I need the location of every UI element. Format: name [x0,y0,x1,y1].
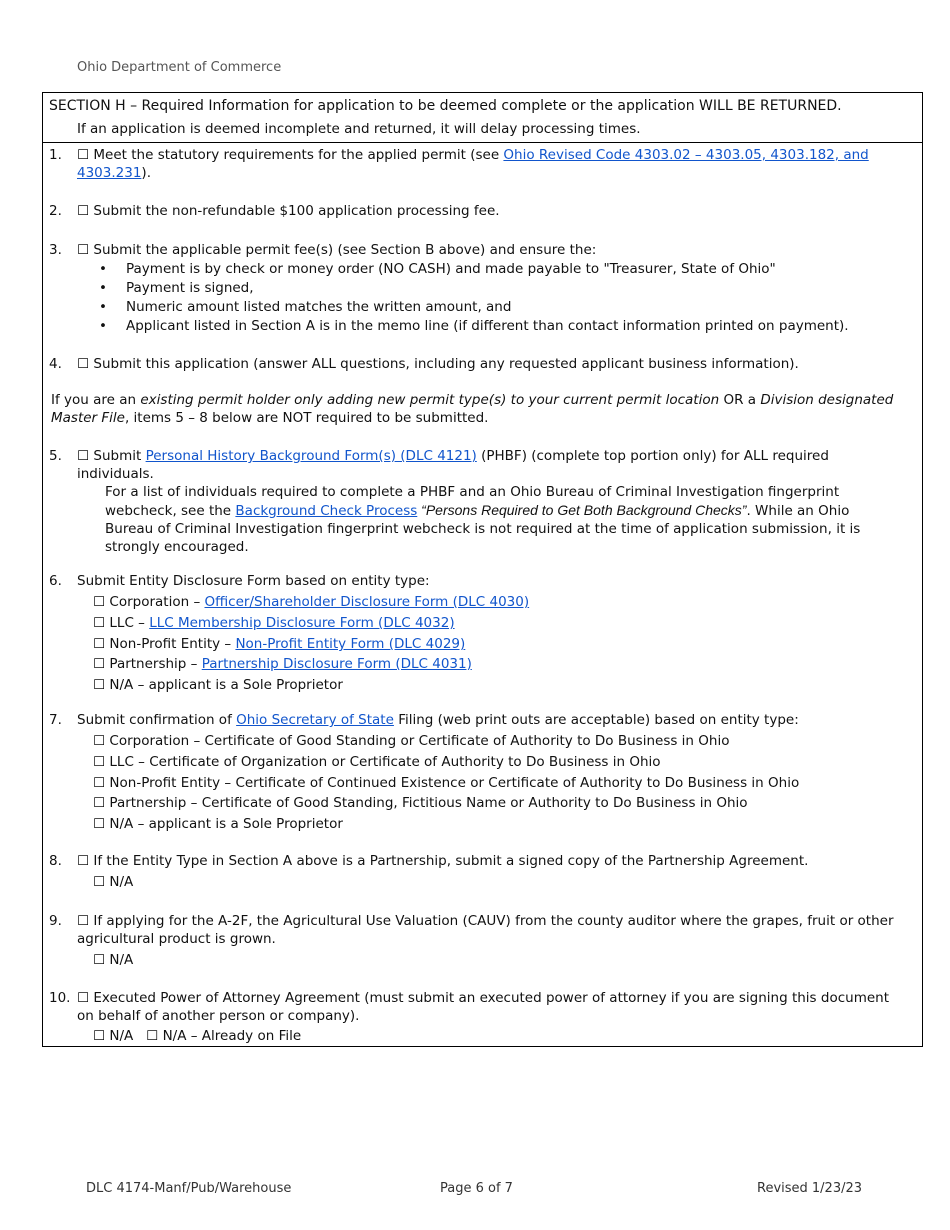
item-number: 2. [49,203,62,219]
section-subtitle: If an application is deemed incomplete and returned, it will delay processing times. [77,121,641,137]
item-number: 7. [49,712,62,728]
orc-link[interactable]: Ohio Revised Code 4303.02 – 4303.05, 4303.182, and [503,147,869,163]
disclosure-link-partnership[interactable]: Partnership Disclosure Form (DLC 4031) [201,656,472,672]
checkbox[interactable]: ☐ [93,615,106,631]
entity-option: ☐ Partnership – Partnership Disclosure Form (DLC 4031) [93,656,472,672]
item-number: 8. [49,853,62,869]
footer-revised-date: Revised 1/23/23 [757,1181,863,1196]
entity-option: ☐ N/A – applicant is a Sole Proprietor [93,816,343,832]
entity-option: ☐ LLC – Certificate of Organization or Certificate of Authority to Do Business in Ohio [93,754,661,770]
entity-option: ☐ Partnership – Certificate of Good Standing, Fictitious Name or Authority to Do Business in Ohio [93,795,748,811]
checkbox[interactable]: ☐ [93,754,106,770]
section-h-box: SECTION H – Required Information for application to be deemed complete or the application WILL BE RETURNED. If an application is deemed incomplete and returned, it will delay processing times. 1. ☐ Meet the statutory requirements for the applied permit (see Ohio Revised Code 4303.02 – 4303.05, 4303.182, and 4303.231). 2. ☐ Submit the non-refundable $100 application processing fee. 3. ☐ Submit the applicable permit fee(s) (see Section B above) and ensure the: • Payment is by check or money order (NO CASH) and made payable to "Treasurer, State of Ohio" • Payment is signed, • Numeric amount listed matches the written amount, and • Applicant listed in Section A is in the memo line (if different than contact information printed on payment). 4. ☐ Submit this application (answer ALL questions, including any requested applicant business information). If you are an existing permit holder only adding new permit type(s) to your current permit location OR a Division designated Master File, items 5 – 8 below are NOT required to be submitted. 5. ☐ Submit Personal History Background Form(s) (DLC 4121) (PHBF) (complete top portion only) for ALL required individuals. For a list of individuals required to complete a PHBF and an Ohio Bureau of Criminal Investigation fingerprint webcheck, see the Background Check Process “Persons Required to Get Both Background Checks”. While an Ohio Bureau of Criminal Investigation fingerprint webcheck is not required at the time of application submission, it is strongly encouraged. 6. Submit Entity Disclosure Form based on entity type: ☐ Corporation – Officer/Shareholder Disclosure Form (DLC 4030) ☐ LLC – LLC Membership Disclosure Form (DLC 4032) ☐ Non-Profit Entity – Non-Profit Entity Form (DLC 4029) ☐ Partnership – Partnership Disclosure Form (DLC 4031) ☐ N/A – applicant is a Sole Proprietor 7. Submit confirmation of Ohio Secretary of State Filing (web print outs are acceptable) based on entity type: ☐ Corporation – Certificate of Good Standing or Certificate of Authority to Do Business in Ohio ☐ LLC – Certificate of Organization or Certificate of Authority to Do Business in Ohio ☐ Non-Profit Entity – Certificate of Continued Existence or Certificate of Authority to Do Business in Ohio ☐ Partnership – Certificate of Good Standing, Fictitious Name or Authority to Do Business in Ohio ☐ N/A – applicant is a Sole Proprietor 8. ☐ If the Entity Type in Section A above is a Partnership, submit a signed copy of the Partnership Agreement. ☐ N/A 9. ☐ If applying for the A-2F, the Agricultural Use Valuation (CAUV) from the county auditor where the grapes, fruit or other agricultural product is grown. ☐ N/A 10. ☐ Executed Power of Attorney Agreement (must submit an executed power of attorney if you are signing this document on behalf of another person or company). ☐ N/A ☐ N/A – Already on File [42,92,923,1047]
checkbox[interactable]: ☐ [77,356,90,372]
checkbox[interactable]: ☐ [77,242,90,258]
checkbox[interactable]: ☐ [77,853,90,869]
item-number: 1. [49,147,62,163]
entity-option: ☐ Non-Profit Entity – Certificate of Continued Existence or Certificate of Authority to Do Business in Ohio [93,775,800,791]
background-check-link[interactable]: Background Check Process [235,503,418,519]
checkbox[interactable]: ☐ [93,874,106,890]
item-9: 9. ☐ If applying for the A-2F, the Agricultural Use Valuation (CAUV) from the county auditor where the grapes, fruit or other agricultural product is grown. ☐ N/A [49,913,894,968]
entity-option: ☐ Corporation – Officer/Shareholder Disclosure Form (DLC 4030) [93,594,530,610]
checkbox[interactable]: ☐ [93,795,106,811]
item-number: 6. [49,573,62,589]
checkbox[interactable]: ☐ [93,816,106,832]
checkbox[interactable]: ☐ [93,952,106,968]
checkbox[interactable]: ☐ [93,775,106,791]
section-header [43,93,922,143]
checkbox[interactable]: ☐ [93,594,106,610]
checkbox[interactable]: ☐ [77,203,90,219]
disclosure-link-llc[interactable]: LLC Membership Disclosure Form (DLC 4032) [149,615,455,631]
checkbox[interactable]: ☐ [77,913,90,929]
section-title: SECTION H – Required Information for application to be deemed complete or the application WILL BE RETURNED. [49,98,842,114]
phbf-link[interactable]: Personal History Background Form(s) (DLC 4121) [145,448,477,464]
checkbox[interactable]: ☐ [93,1028,106,1044]
agency-name: Ohio Department of Commerce [77,60,282,75]
item-number: 9. [49,913,62,929]
na-option: ☐ N/A ☐ N/A – Already on File [93,1028,302,1044]
entity-option: ☐ N/A – applicant is a Sole Proprietor [93,677,343,693]
entity-option: ☐ Corporation – Certificate of Good Standing or Certificate of Authority to Do Business in Ohio [93,733,730,749]
exemption-note: If you are an existing permit holder only adding new permit type(s) to your current permit location OR a Division designated Master File, items 5 – 8 below are NOT required to be submitted. [51,392,894,426]
checkbox[interactable]: ☐ [146,1028,159,1044]
checkbox[interactable]: ☐ [93,656,106,672]
item-6: 6. Submit Entity Disclosure Form based on entity type: ☐ Corporation – Officer/Shareholder Disclosure Form (DLC 4030) ☐ LLC – LLC Membership Disclosure Form (DLC 4032) ☐ Non-Profit Entity – Non-Profit Entity Form (DLC 4029) ☐ Partnership – Partnership Disclosure Form (DLC 4031) ☐ N/A – applicant is a Sole Proprietor [49,573,530,693]
checkbox[interactable]: ☐ [77,990,90,1006]
orc-link-cont[interactable]: 4303.231 [77,165,142,181]
footer-page-number: Page 6 of 7 [440,1181,513,1196]
item-7: 7. Submit confirmation of Ohio Secretary of State Filing (web print outs are acceptable) based on entity type: ☐ Corporation – Certificate of Good Standing or Certificate of Authority to Do Business in Ohio ☐ LLC – Certificate of Organization or Certificate of Authority to Do Business in Ohio ☐ Non-Profit Entity – Certificate of Continued Existence or Certificate of Authority to Do Business in Ohio ☐ Partnership – Certificate of Good Standing, Fictitious Name or Authority to Do Business in Ohio ☐ N/A – applicant is a Sole Proprietor [49,712,800,832]
footer-form-id: DLC 4174-Manf/Pub/Warehouse [86,1181,292,1196]
checkbox[interactable]: ☐ [77,448,90,464]
item-number: 5. [49,448,62,464]
item-number: 3. [49,242,62,258]
item-3: 3. ☐ Submit the applicable permit fee(s) (see Section B above) and ensure the: • Payment is by check or money order (NO CASH) and made payable to "Treasurer, State of Ohio" • Payment is signed, • Numeric amount listed matches the written amount, and • Applicant listed in Section A is in the memo line (if different than contact information printed on payment). [49,242,849,334]
entity-option: ☐ Non-Profit Entity – Non-Profit Entity Form (DLC 4029) [93,636,466,652]
secretary-of-state-link[interactable]: Ohio Secretary of State [236,712,394,728]
na-option: ☐ N/A [93,874,134,890]
phbf-detail: For a list of individuals required to complete a PHBF and an Ohio Bureau of Criminal Investigation fingerprint webcheck, see the Background Check Process “Persons Required to Get Both Background Checks”. While an Ohio Bureau of Criminal Investigation fingerprint webcheck is not required at the time of application submission, it is strongly encouraged. [105,484,861,555]
entity-option: ☐ LLC – LLC Membership Disclosure Form (DLC 4032) [93,615,455,631]
checkbox[interactable]: ☐ [93,733,106,749]
checkbox[interactable]: ☐ [93,636,106,652]
disclosure-link-corporation[interactable]: Officer/Shareholder Disclosure Form (DLC 4030) [204,594,530,610]
checkbox[interactable]: ☐ [93,677,106,693]
item-number: 10. [49,990,71,1006]
item-10: 10. ☐ Executed Power of Attorney Agreement (must submit an executed power of attorney if you are signing this document on behalf of another person or company). ☐ N/A ☐ N/A – Already on File [49,990,889,1044]
item-number: 4. [49,356,62,372]
item-8: 8. ☐ If the Entity Type in Section A above is a Partnership, submit a signed copy of the Partnership Agreement. ☐ N/A [49,853,809,890]
item-5: 5. ☐ Submit Personal History Background Form(s) (DLC 4121) (PHBF) (complete top portion only) for ALL required individuals. For a list of individuals required to complete a PHBF and an Ohio Bureau of Criminal Investigation fingerprint webcheck, see the Background Check Process “Persons Required to Get Both Background Checks”. While an Ohio Bureau of Criminal Investigation fingerprint webcheck is not required at the time of application submission, it is strongly encouraged. [43,447,922,557]
checkbox[interactable]: ☐ [77,147,90,163]
na-option: ☐ N/A [93,952,134,968]
disclosure-link-nonprofit[interactable]: Non-Profit Entity Form (DLC 4029) [235,636,466,652]
